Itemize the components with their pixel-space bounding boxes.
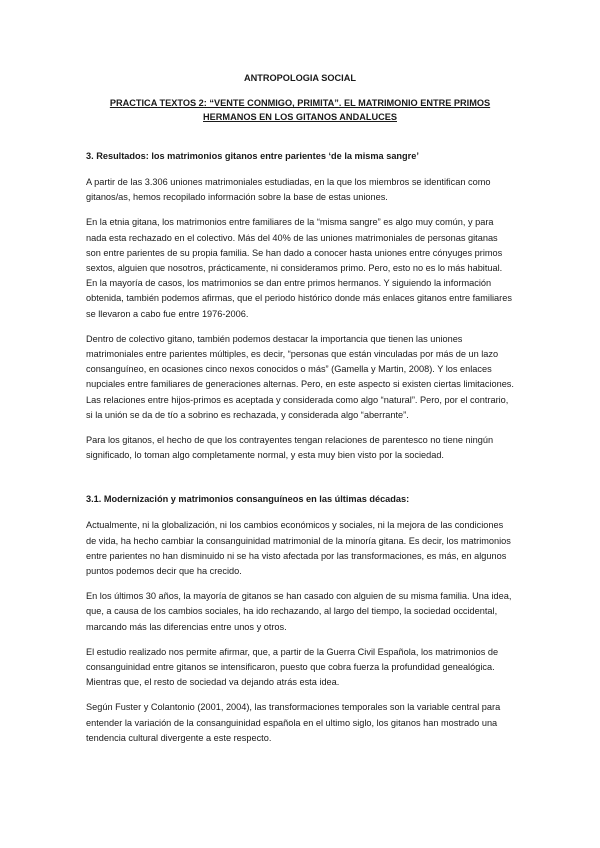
section-3-heading: 3. Resultados: los matrimonios gitanos entre parientes ‘de la misma sangre’	[86, 151, 419, 161]
document-subtitle: PRACTICA TEXTOS 2: “VENTE CONMIGO, PRIMITA”. EL MATRIMONIO ENTRE PRIMOS HERMANOS EN LOS GITANOS ANDALUCES	[109, 98, 491, 122]
document-body	[86, 72, 514, 746]
paragraph: Según Fuster y Colantonio (2001, 2004), las transformaciones temporales son la variable central para entender la variación de la consanguinidad española en el ultimo siglo, los gitanos han mostrado una tendencia cultural divergente a este respecto.	[86, 702, 501, 743]
paragraph: En los últimos 30 años, la mayoría de gitanos se han casado con alguien de su misma familia. Una idea, que, a causa de los cambios sociales, ha ido rechazando, al largo del tiempo, la sociedad occidental, marcando más las diferencias entre unos y otros.	[86, 591, 512, 632]
paragraph: En la etnia gitana, los matrimonios entre familiares de la “misma sangre” es algo muy común, y para nada esta rechazado en el colectivo. Más del 40% de las uniones matrimoniales de personas gitanas son entre parientes de su propia familia. Se han dado a conocer hasta uniones entre cónyuges primos sextos, alguien que nosotros, prácticamente, ni consideramos primo. Pero, esto no es lo más habitual. En la mayoría de casos, los matrimonios se dan entre primos hermanos. Y siguiendo la información obtenida, también podemos afirmas, que el periodo histórico donde más enlaces gitanos entre familiares se llevaron a cabo fue entre 1976-2006.	[86, 217, 512, 319]
document-title: ANTROPOLOGIA SOCIAL	[244, 73, 356, 83]
paragraph: Actualmente, ni la globalización, ni los cambios económicos y sociales, ni la mejora de las condiciones de vida, ha hecho cambiar la consanguinidad matrimonial de la minoría gitana. Es decir, los matrimonios entre parientes no han disminuido ni se ha visto afectada por las transformaciones, es más, en algunos puntos podemos decir que ha crecido.	[86, 520, 511, 577]
paragraph: El estudio realizado nos permite afirmar, que, a partir de la Guerra Civil Española, los matrimonios de consanguinidad entre gitanos se intensificaron, puesto que cobra fuerza la profundidad genealógica. Mientras que, el resto de sociedad va dejando atrás esta idea.	[86, 646, 499, 688]
paragraph: Para los gitanos, el hecho de que los contrayentes tengan relaciones de parentesco no tiene ningún significado, lo toman algo completamente normal, y esta muy bien visto por la sociedad.	[86, 435, 494, 461]
paragraph: Dentro de colectivo gitano, también podemos destacar la importancia que tienen las uniones matrimoniales entre parientes múltiples, es decir, “personas que están vinculadas por más de un lazo consanguíneo, en ocasiones cinco nexos conocidos o más” (Gamella y Martin, 2008). Y los enlaces nupciales entre familiares de generaciones alternas. Pero, en este aspecto si existen ciertas limitaciones. Las relaciones entre hijos-primos es aceptada y considerada como algo “natural”. Pero, por el contrario, si la unión se da de tío a sobrino es rechazada, y considerada algo “aberrante”.	[86, 333, 514, 420]
section-3-1-heading: 3.1. Modernización y matrimonios consanguíneos en las últimas décadas:	[86, 494, 410, 505]
paragraph: A partir de las 3.306 uniones matrimoniales estudiadas, en la que los miembros se identifican como gitanos/as, hemos recopilado información sobre la base de estas uniones.	[86, 177, 491, 203]
